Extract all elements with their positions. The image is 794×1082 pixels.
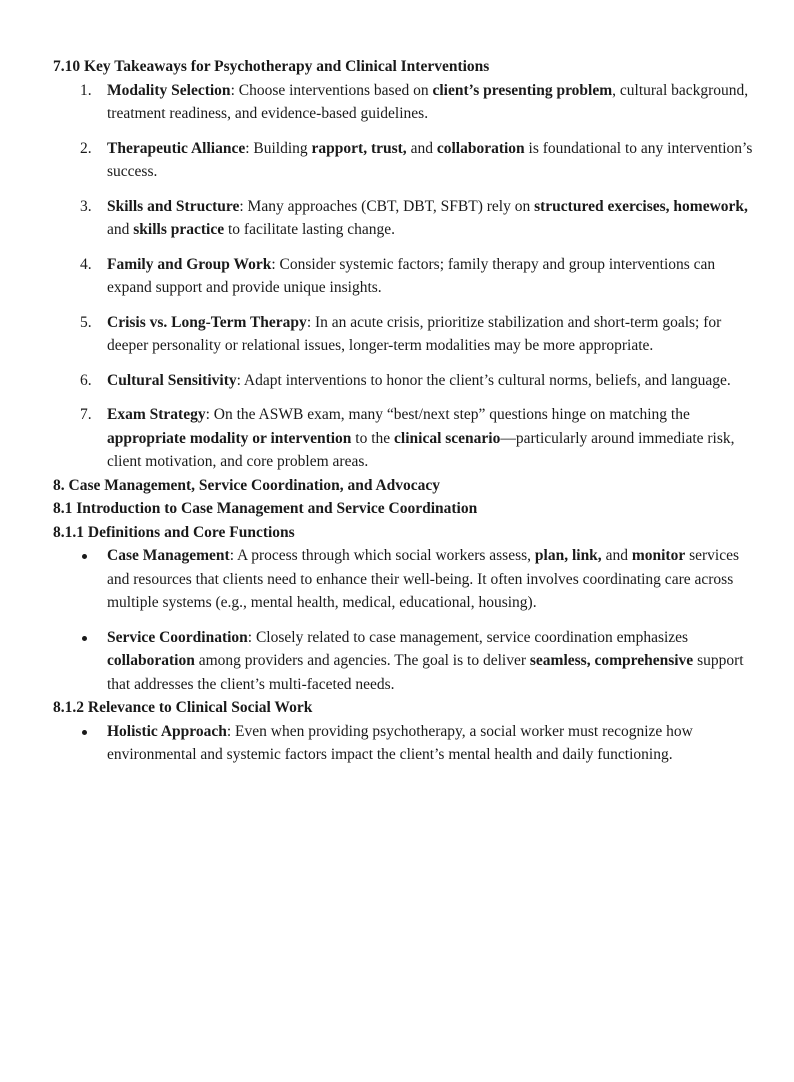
list-item-number: 5. xyxy=(80,313,92,331)
text-run: among providers and agencies. The goal is to deliver xyxy=(194,652,530,669)
bullet-icon xyxy=(82,730,87,735)
text-run: is foundational to any intervention’s success. xyxy=(107,139,753,180)
list-item-text xyxy=(107,372,731,389)
bold-term: Crisis vs. Long-Term Therapy xyxy=(107,313,307,331)
bold-term: collaboration xyxy=(436,139,525,157)
list-item-number: 7. xyxy=(80,406,92,423)
bold-term: monitor xyxy=(631,547,686,564)
list-item xyxy=(53,195,753,242)
list-item xyxy=(53,369,753,393)
list-item xyxy=(53,403,753,474)
text-run: : Building xyxy=(245,139,312,157)
list-item-text xyxy=(107,629,744,693)
list-item-text xyxy=(107,723,693,764)
bold-term: Therapeutic Alliance xyxy=(107,139,246,157)
bold-term: Modality Selection xyxy=(107,81,231,99)
section-heading-8: 8. Case Management, Service Coordination, and Advocacy xyxy=(53,476,441,494)
text-run: : Choose interventions based on xyxy=(230,81,433,99)
bold-term: Service Coordination xyxy=(107,628,248,646)
text-run: —particularly around immediate risk, client motivation, and core problem areas. xyxy=(107,429,735,470)
list-item-text xyxy=(107,82,748,123)
bullet-icon xyxy=(82,554,87,559)
section-heading-8-1: 8.1 Introduction to Case Management and Service Coordination xyxy=(53,500,478,517)
list-item xyxy=(53,720,753,767)
list-item-text xyxy=(107,406,735,470)
text-run: and xyxy=(406,139,437,157)
text-run: support that addresses the client’s multi-faceted needs. xyxy=(107,652,744,693)
key-takeaways-list xyxy=(53,79,753,474)
text-run: : Consider systemic factors; family therapy and group interventions can expand support and provide unique insights. xyxy=(107,255,716,296)
list-item-number: 6. xyxy=(80,371,92,389)
list-item-text xyxy=(107,198,748,239)
list-item-text xyxy=(107,256,715,297)
list-item xyxy=(53,137,753,184)
bold-term: plan, link, xyxy=(534,547,602,564)
bold-term: client’s presenting problem xyxy=(432,81,613,99)
list-item xyxy=(53,253,753,300)
bold-term: appropriate modality or intervention xyxy=(107,429,352,447)
bullet-icon xyxy=(82,636,87,641)
bold-term: collaboration xyxy=(107,652,195,669)
list-item-number: 4. xyxy=(80,255,92,273)
text-run: : Closely related to case management, service coordination emphasizes xyxy=(247,628,689,646)
text-run: : On the ASWB exam, many “best/next step” questions hinge on matching the xyxy=(205,406,690,423)
text-run: to facilitate lasting change. xyxy=(224,221,395,238)
bold-term: seamless, comprehensive xyxy=(529,652,694,669)
list-item-number: 3. xyxy=(80,197,92,215)
bold-term: Skills and Structure xyxy=(107,197,240,215)
text-run: and xyxy=(601,547,632,564)
list-item-text xyxy=(107,314,721,355)
bold-term: clinical scenario xyxy=(394,429,501,447)
bold-term: Case Management xyxy=(107,547,230,564)
bold-term: structured exercises, homework, xyxy=(534,197,748,215)
text-run: to the xyxy=(351,429,395,447)
text-run: : A process through which social workers assess, xyxy=(229,547,535,564)
list-item-text xyxy=(107,140,752,181)
bold-term: Cultural Sensitivity xyxy=(107,371,237,389)
relevance-list xyxy=(53,720,753,767)
section-heading-8-1-1: 8.1.1 Definitions and Core Functions xyxy=(53,523,295,541)
list-item xyxy=(53,311,753,358)
document-page xyxy=(53,55,753,767)
text-run: : Adapt interventions to honor the client’s cultural norms, beliefs, and language. xyxy=(236,371,731,389)
text-run: , cultural background, treatment readiness, and evidence-based guidelines. xyxy=(107,81,749,122)
list-item xyxy=(53,626,753,697)
bold-term: Holistic Approach xyxy=(107,722,227,740)
text-run: and xyxy=(107,221,134,238)
bold-term: Exam Strategy xyxy=(107,406,206,423)
bold-term: rapport, trust, xyxy=(311,139,407,157)
text-run: : Even when providing psychotherapy, a social worker must recognize how environmental and systemic factors impact the client’s mental health and daily functioning. xyxy=(107,722,693,763)
text-run: services and resources that clients need to enhance their well-being. It often involves coordinating care across multiple systems (e.g., mental health, medical, educational, housing). xyxy=(107,547,740,611)
section-heading-8-1-2: 8.1.2 Relevance to Clinical Social Work xyxy=(53,699,313,716)
list-item-number: 2. xyxy=(80,139,92,157)
list-item-number: 1. xyxy=(80,81,92,99)
section-heading-7-10: 7.10 Key Takeaways for Psychotherapy and Clinical Interventions xyxy=(53,58,490,75)
definitions-list xyxy=(53,544,753,696)
list-item xyxy=(53,544,753,615)
bold-term: Family and Group Work xyxy=(107,255,272,273)
list-item-text xyxy=(107,547,739,611)
text-run: : In an acute crisis, prioritize stabilization and short-term goals; for deeper personality or relational issues, longer-term modalities may be more appropriate. xyxy=(107,313,722,354)
list-item xyxy=(53,79,753,126)
text-run: : Many approaches (CBT, DBT, SFBT) rely on xyxy=(239,197,535,215)
bold-term: skills practice xyxy=(133,221,225,238)
